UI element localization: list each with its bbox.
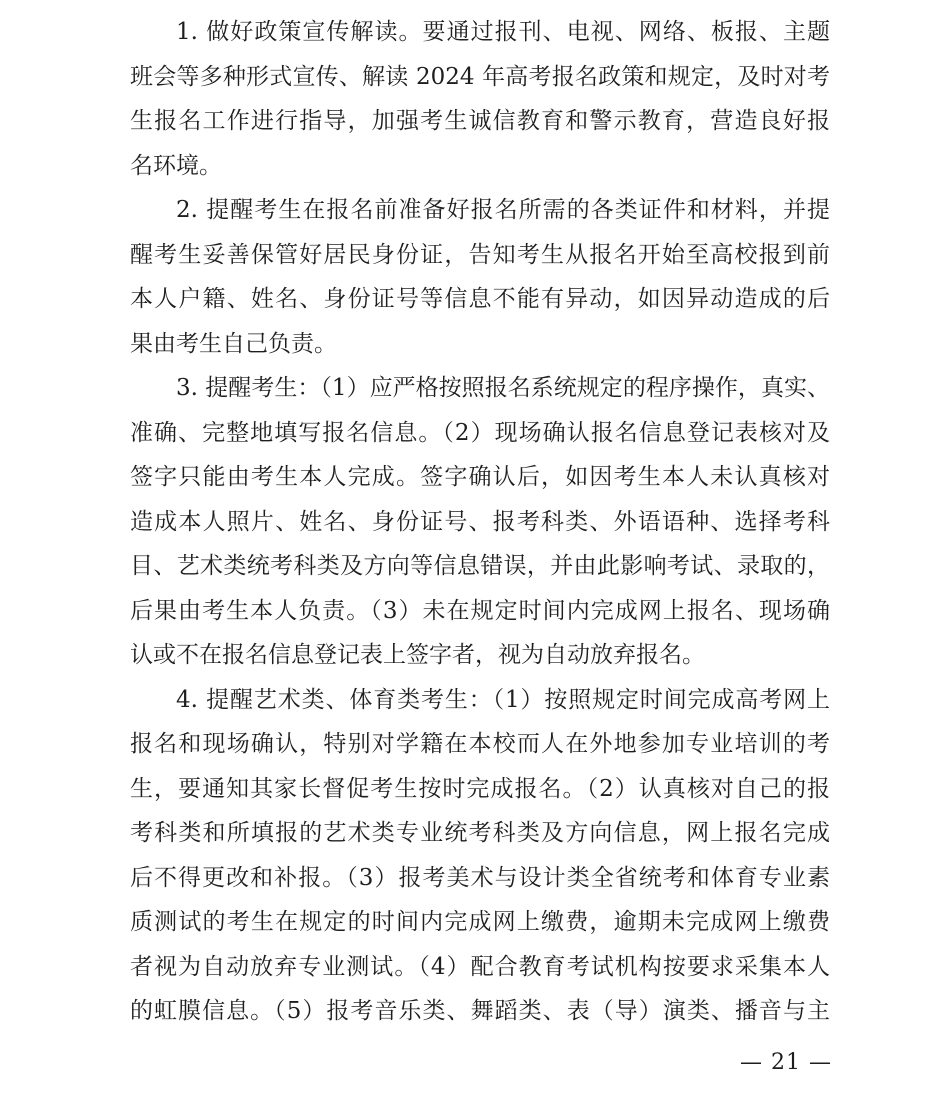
paragraph-line: 醒考生妥善保管好居民身份证，告知考生从报名开始至高校报到前 [130,241,830,268]
paragraph-line: 者视为自动放弃专业测试。（4）配合教育考试机构按要求采集本人 [130,953,830,980]
paragraph-line: 名环境。 [130,152,222,179]
paragraph-3 [130,366,830,678]
paragraph-line: 准确、完整地填写报名信息。（2）现场确认报名信息登记表核对及 [130,419,830,446]
paragraph-4 [130,678,830,1034]
paragraph-line: 4. 提醒艺术类、体育类考生：（1）按照规定时间完成高考网上 [176,686,830,713]
paragraph-line: 认或不在报名信息登记表上签字者，视为自动放弃报名。 [130,642,705,668]
paragraph-line: 的虹膜信息。（5）报考音乐类、舞蹈类、表（导）演类、播音与主 [130,998,830,1024]
body-text [130,10,830,1034]
paragraph-line: 果由考生自己负责。 [130,330,337,357]
paragraph-line: 3. 提醒考生：（1）应严格按照报名系统规定的程序操作，真实、 [176,375,830,401]
paragraph-line: 2. 提醒考生在报名前准备好报名所需的各类证件和材料，并提 [176,197,830,223]
paragraph-line: 生报名工作进行指导，加强考生诚信教育和警示教育，营造良好报 [130,108,830,134]
paragraph-line: 后不得更改和补报。（3）报考美术与设计类全省统考和体育专业素 [130,864,830,891]
paragraph-line: 造成本人照片、姓名、身份证号、报考科类、外语语种、选择考科 [130,508,830,535]
paragraph-line: 1. 做好政策宣传解读。要通过报刊、电视、网络、板报、主题 [176,19,830,45]
paragraph-line: 考科类和所填报的艺术类专业统考科类及方向信息，网上报名完成 [130,820,830,846]
paragraph-line: 班会等多种形式宣传、解读 2024 年高考报名政策和规定，及时对考 [130,63,830,90]
paragraph-line: 签字只能由考生本人完成。签字确认后，如因考生本人未认真核对 [130,464,830,490]
paragraph-1 [130,10,830,188]
paragraph-line: 后果由考生本人负责。（3）未在规定时间内完成网上报名、现场确 [130,597,830,624]
paragraph-line: 生，要通知其家长督促考生按时完成报名。（2）认真核对自己的报 [130,775,830,802]
paragraph-2 [130,188,830,366]
paragraph-line: 本人户籍、姓名、身份证号等信息不能有异动，如因异动造成的后 [130,286,830,312]
paragraph-line: 报名和现场确认，特别对学籍在本校而人在外地参加专业培训的考 [130,731,830,757]
paragraph-line: 质测试的考生在规定的时间内完成网上缴费，逾期未完成网上缴费 [130,909,830,935]
page-number: — 21 — [740,1050,832,1075]
paragraph-line: 目、艺术类统考科类及方向等信息错误，并由此影响考试、录取的， [130,553,830,579]
